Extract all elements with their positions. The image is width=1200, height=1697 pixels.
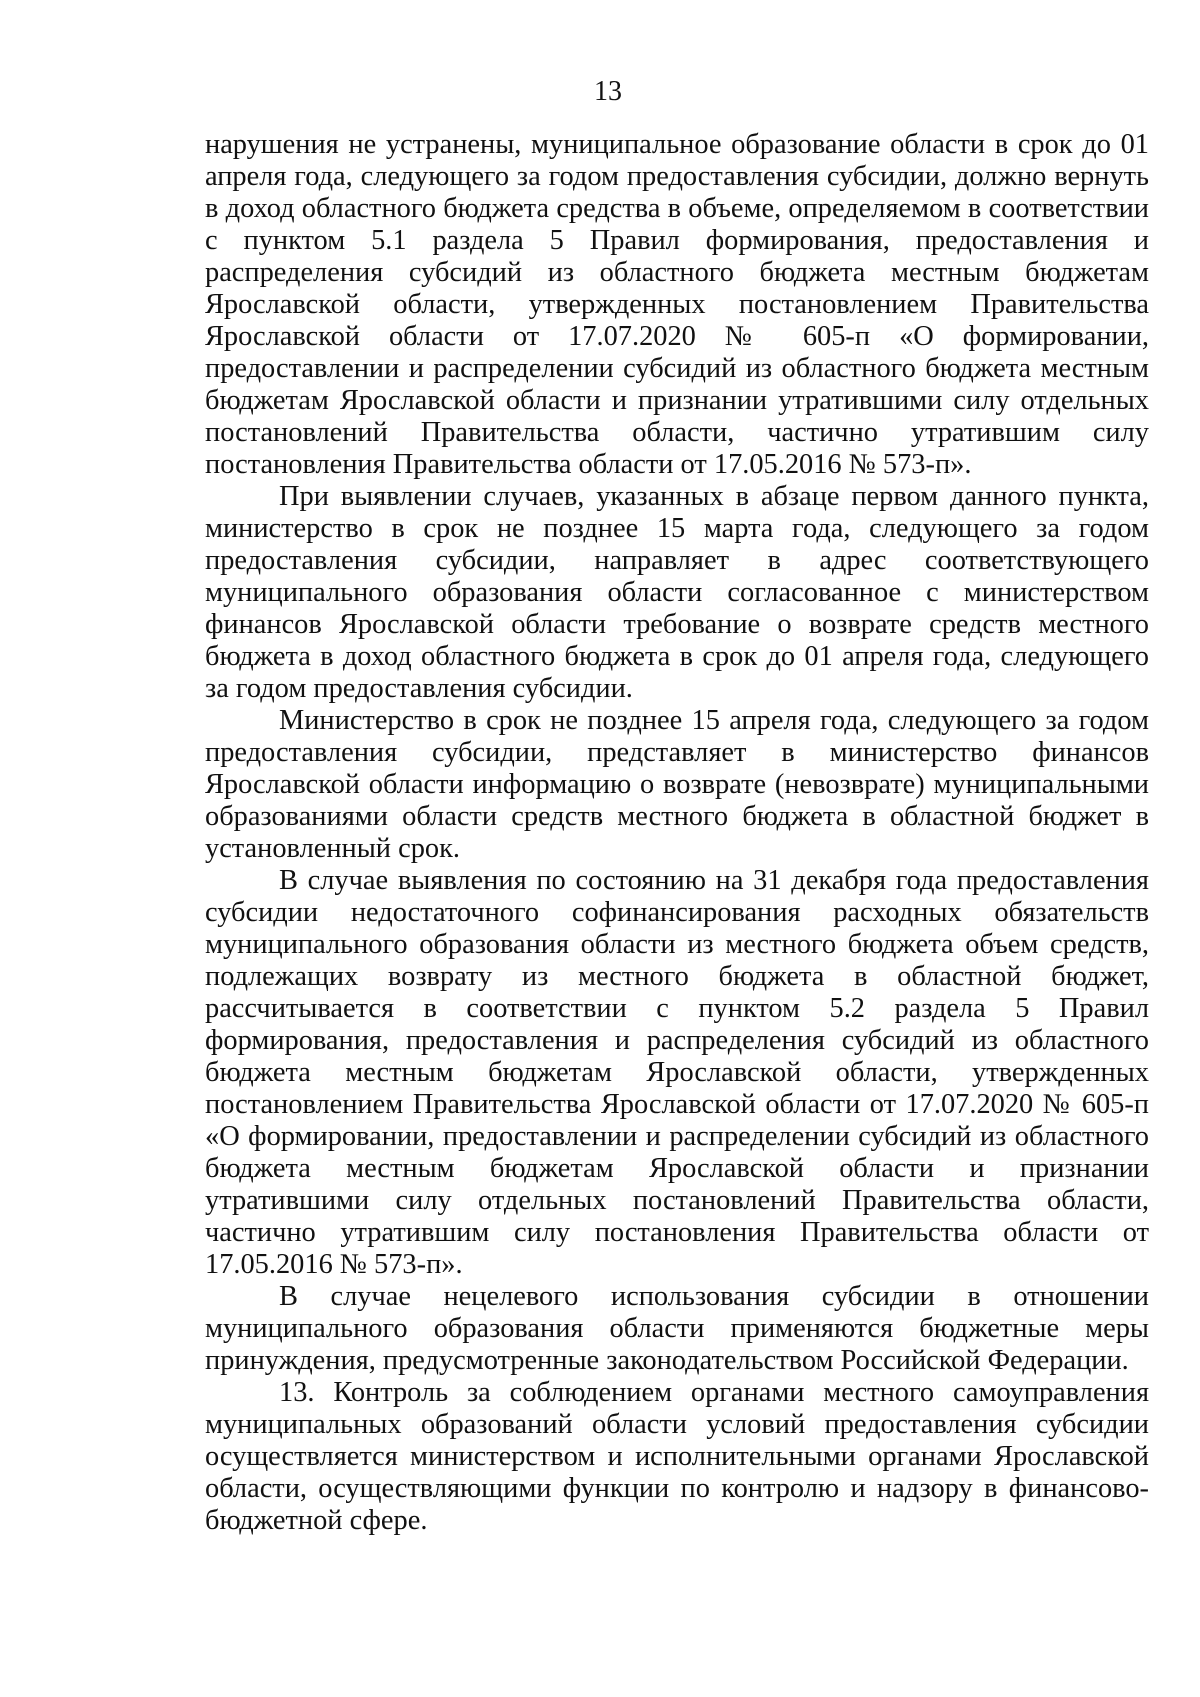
document-body (205, 129, 1149, 1537)
paragraph-cofinancing-shortfall: В случае выявления по состоянию на 31 декабря года предоставления субсидии недостаточного софинансирования расходных обязательств муниципального образования области из местного бюджета объем средств, подлежащих возврату из местного бюджета в областной бюджет, рассчитывается в соответствии с пунктом 5.2 раздела 5 Правил формирования, предоставления и распределения субсидий из областного бюджета местным бюджетам Ярославской области, утвержденных постановлением Правительства Ярославской области от 17.07.2020 № 605-п «О формировании, предоставлении и распределении субсидий из областного бюджета местным бюджетам Ярославской области и признании утратившими силу отдельных постановлений Правительства области, частично утратившим силу постановления Правительства области от 17.05.2016 № 573-п». (205, 865, 1149, 1280)
page-number: 13 (594, 76, 622, 107)
paragraph-ministry-report: Министерство в срок не позднее 15 апреля года, следующего за годом предоставления субсидии, представляет в министерство финансов Ярославской области информацию о возврате (невозврате) муниципальными образованиями области средств местного бюджета в областной бюджет в установленный срок. (205, 705, 1149, 864)
paragraph-ministry-demand: При выявлении случаев, указанных в абзаце первом данного пункта, министерство в срок не позднее 15 марта года, следующего за годом предоставления субсидии, направляет в адрес соответствующего муниципального образования области согласованное с министерством финансов Ярославской области требование о возврате средств местного бюджета в доход областного бюджета в срок до 01 апреля года, следующего за годом предоставления субсидии. (205, 481, 1149, 704)
paragraph-misuse-measures: В случае нецелевого использования субсидии в отношении муниципального образования области применяются бюджетные меры принуждения, предусмотренные законодательством Российской Федерации. (205, 1281, 1149, 1376)
paragraph-violation-refund: нарушения не устранены, муниципальное образование области в срок до 01 апреля года, следующего за годом предоставления субсидии, должно вернуть в доход областного бюджета средства в объеме, определяемом в соответствии с пунктом 5.1 раздела 5 Правил формирования, предоставления и распределения субсидий из областного бюджета местным бюджетам Ярославской области, утвержденных постановлением Правительства Ярославской области от 17.07.2020 № 605-п «О формировании, предоставлении и распределении субсидий из областного бюджета местным бюджетам Ярославской области и признании утратившими силу отдельных постановлений Правительства области, частично утратившим силу постановления Правительства области от 17.05.2016 № 573-п». (205, 129, 1149, 480)
paragraph-control-section-13: 13. Контроль за соблюдением органами местного самоуправления муниципальных образований области условий предоставления субсидии осуществляется министерством и исполнительными органами Ярославской области, осуществляющими функции по контролю и надзору в финансово-бюджетной сфере. (205, 1377, 1149, 1536)
